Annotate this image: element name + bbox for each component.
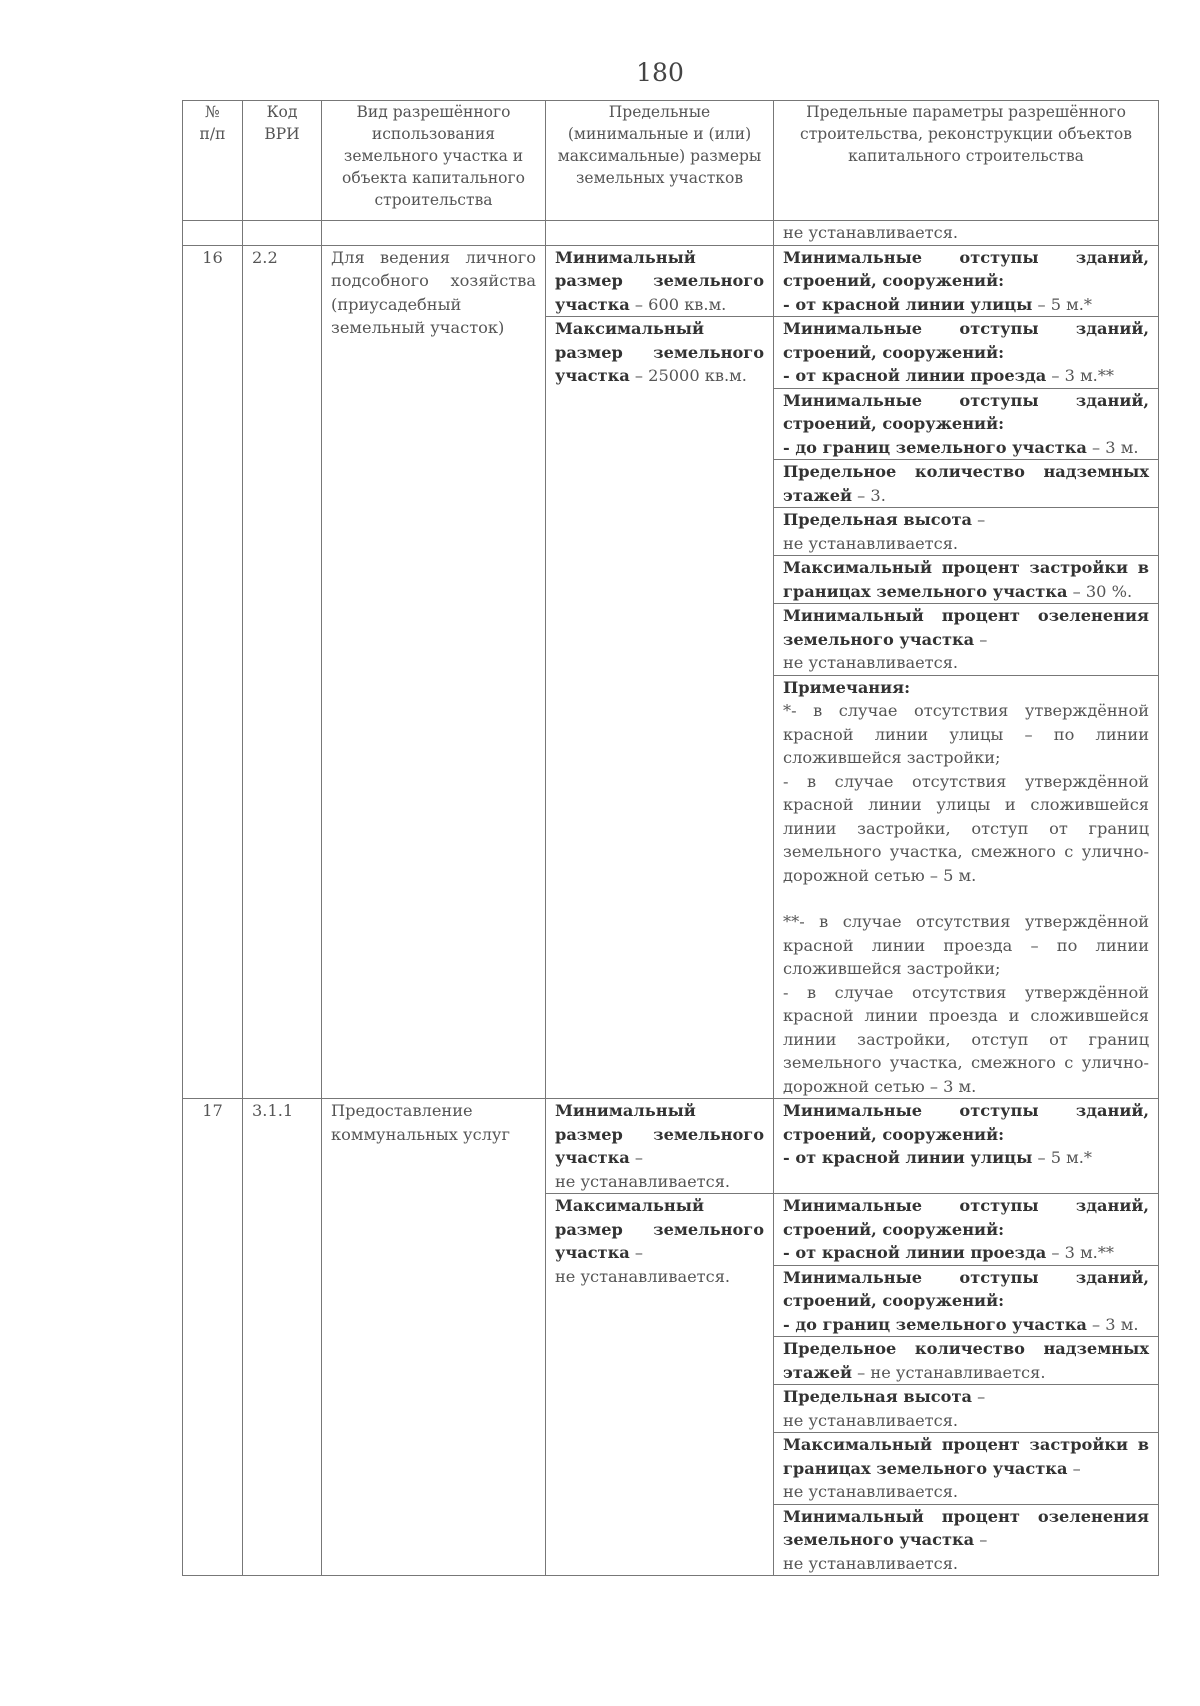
min-size-label: Минимальный размер земельного участка (555, 247, 764, 314)
param-line-label: - от красной линии проезда (783, 1243, 1047, 1262)
max-size-label: Максимальный размер земельного участка (555, 319, 764, 385)
param-label: Предельное количество надземных этажей (783, 462, 1149, 505)
param-text (783, 460, 1149, 507)
page-number: 180 (636, 58, 684, 87)
header-use: Вид разрешённого использования земельного участка и объекта капитального строительства (322, 101, 546, 221)
param-value: – не устанавливается. (852, 1362, 1046, 1382)
note-text: - в случае отсутствия утверждённой красной линии улицы и сложившейся линии застройки, отступ от границ земельного участка, смежного с улично-дорожной сетью – 5 м. (783, 771, 1149, 885)
param-value: – не устанавливается. (783, 1458, 1081, 1501)
param-line-value: – 5 м.* (1032, 1148, 1093, 1167)
param-value: – 3. (852, 485, 886, 505)
param-line-value: – 3 м. (1086, 437, 1139, 457)
param-text (783, 246, 1149, 317)
param-text (783, 317, 1149, 388)
zoning-table (182, 100, 1159, 1576)
param-text (783, 1337, 1149, 1384)
table-row (183, 1099, 1159, 1194)
param-label: Минимальные отступы зданий, строений, сооружений: (783, 1101, 1149, 1144)
param-label: Минимальные отступы зданий, строений, сооружений: (783, 247, 1149, 290)
min-size-cell (546, 1099, 774, 1194)
row-number: 16 (183, 245, 243, 1099)
row-number: 17 (183, 1099, 243, 1576)
param-value: – 30 %. (1067, 581, 1133, 601)
param-cell (774, 604, 1159, 676)
max-size-cell (546, 317, 774, 1099)
max-size-value: – 25000 кв.м. (629, 366, 747, 385)
param-label: Минимальный процент озеленения земельного участка (783, 1506, 1149, 1549)
param-label: Минимальные отступы зданий, строений, сооружений: (783, 319, 1149, 362)
param-line-label: - от красной линии улицы (783, 294, 1033, 314)
param-label: Максимальный процент застройки в границах земельного участка (783, 558, 1149, 601)
continuation-row (183, 221, 1159, 246)
table-header-row (183, 101, 1159, 221)
param-label: Минимальные отступы зданий, строений, сооружений: (783, 1196, 1149, 1239)
param-label: Минимальные отступы зданий, строений, сооружений: (783, 390, 1149, 433)
min-size-label: Минимальный размер земельного участка (555, 1101, 764, 1167)
param-line-value: – 5 м.* (1032, 294, 1093, 314)
notes-title: Примечания: (783, 677, 911, 697)
param-line-label: - от красной линии улицы (783, 1148, 1033, 1167)
row-code: 3.1.1 (243, 1099, 322, 1576)
header-params: Предельные параметры разрешённого строительства, реконструкции объектов капитального строительства (774, 101, 1159, 221)
param-line-value: – 3 м.** (1046, 366, 1115, 385)
param-text (783, 556, 1149, 603)
notes-cell (774, 675, 1159, 1099)
note-text: - в случае отсутствия утверждённой красной линии проезда и сложившейся линии застройки, отступ от границ земельного участка, смежного с улично-дорожной сетью – 3 м. (783, 982, 1149, 1096)
param-text (783, 1099, 1149, 1170)
param-line-label: - до границ земельного участка (783, 437, 1087, 457)
param-cell (774, 1099, 1159, 1194)
param-text (783, 1194, 1149, 1265)
param-cell (774, 317, 1159, 389)
param-text (783, 1385, 1149, 1432)
header-code: Код ВРИ (243, 101, 322, 221)
row-use: Для ведения личного подсобного хозяйства (приусадебный земельный участок) (322, 245, 546, 1099)
param-line-label: - от красной линии проезда (783, 366, 1047, 385)
param-label: Минимальные отступы зданий, строений, сооружений: (783, 1267, 1149, 1310)
param-cell (774, 508, 1159, 556)
param-cell (774, 1265, 1159, 1337)
param-cell (774, 388, 1159, 460)
param-text (783, 1433, 1149, 1504)
param-label: Предельная высота (783, 510, 972, 529)
header-num: № п/п (183, 101, 243, 221)
param-cell (774, 245, 1159, 317)
header-size: Предельные (минимальные и (или) максимальные) размеры земельных участков (546, 101, 774, 221)
param-cell (774, 556, 1159, 604)
param-text (783, 389, 1149, 460)
note-text: *- в случае отсутствия утверждённой красной линии улицы – по линии сложившейся застройки; (783, 701, 1149, 767)
param-cell (774, 1337, 1159, 1385)
param-text (783, 508, 1149, 555)
table-body (183, 245, 1159, 1576)
param-line-label: - до границ земельного участка (783, 1314, 1087, 1334)
min-size-value: – не устанавливается. (555, 1148, 731, 1191)
param-value: – не устанавливается. (783, 1387, 986, 1430)
row-use: Предоставление коммунальных услуг (322, 1099, 546, 1576)
param-label: Минимальный процент озеленения земельного участка (783, 606, 1149, 649)
param-text (783, 604, 1149, 675)
row-code: 2.2 (243, 245, 322, 1099)
max-size-cell (546, 1194, 774, 1576)
max-size-value: – не устанавливается. (555, 1243, 731, 1286)
table-row (183, 245, 1159, 317)
param-cell (774, 1433, 1159, 1505)
param-label: Предельная высота (783, 1387, 972, 1406)
param-cell (774, 460, 1159, 508)
min-size-value: – 600 кв.м. (629, 294, 727, 314)
max-size-label: Максимальный размер земельного участка (555, 1196, 764, 1262)
param-text (783, 1266, 1149, 1337)
param-value: – не устанавливается. (783, 1530, 988, 1573)
param-line-value: – 3 м. (1086, 1314, 1139, 1334)
param-line-value: – 3 м.** (1046, 1243, 1115, 1262)
param-label: Максимальный процент застройки в границах земельного участка (783, 1435, 1149, 1478)
param-cell (774, 1385, 1159, 1433)
min-size-cell (546, 245, 774, 317)
param-text (783, 1505, 1149, 1576)
note-text: **- в случае отсутствия утверждённой красной линии проезда – по линии сложившейся застройки; (783, 912, 1149, 978)
param-cell (774, 1504, 1159, 1576)
param-label: Предельное количество надземных этажей (783, 1339, 1149, 1382)
continuation-text: не устанавливается. (774, 221, 1159, 246)
param-value: – не устанавливается. (783, 510, 986, 553)
param-value: – не устанавливается. (783, 629, 988, 672)
param-cell (774, 1194, 1159, 1266)
